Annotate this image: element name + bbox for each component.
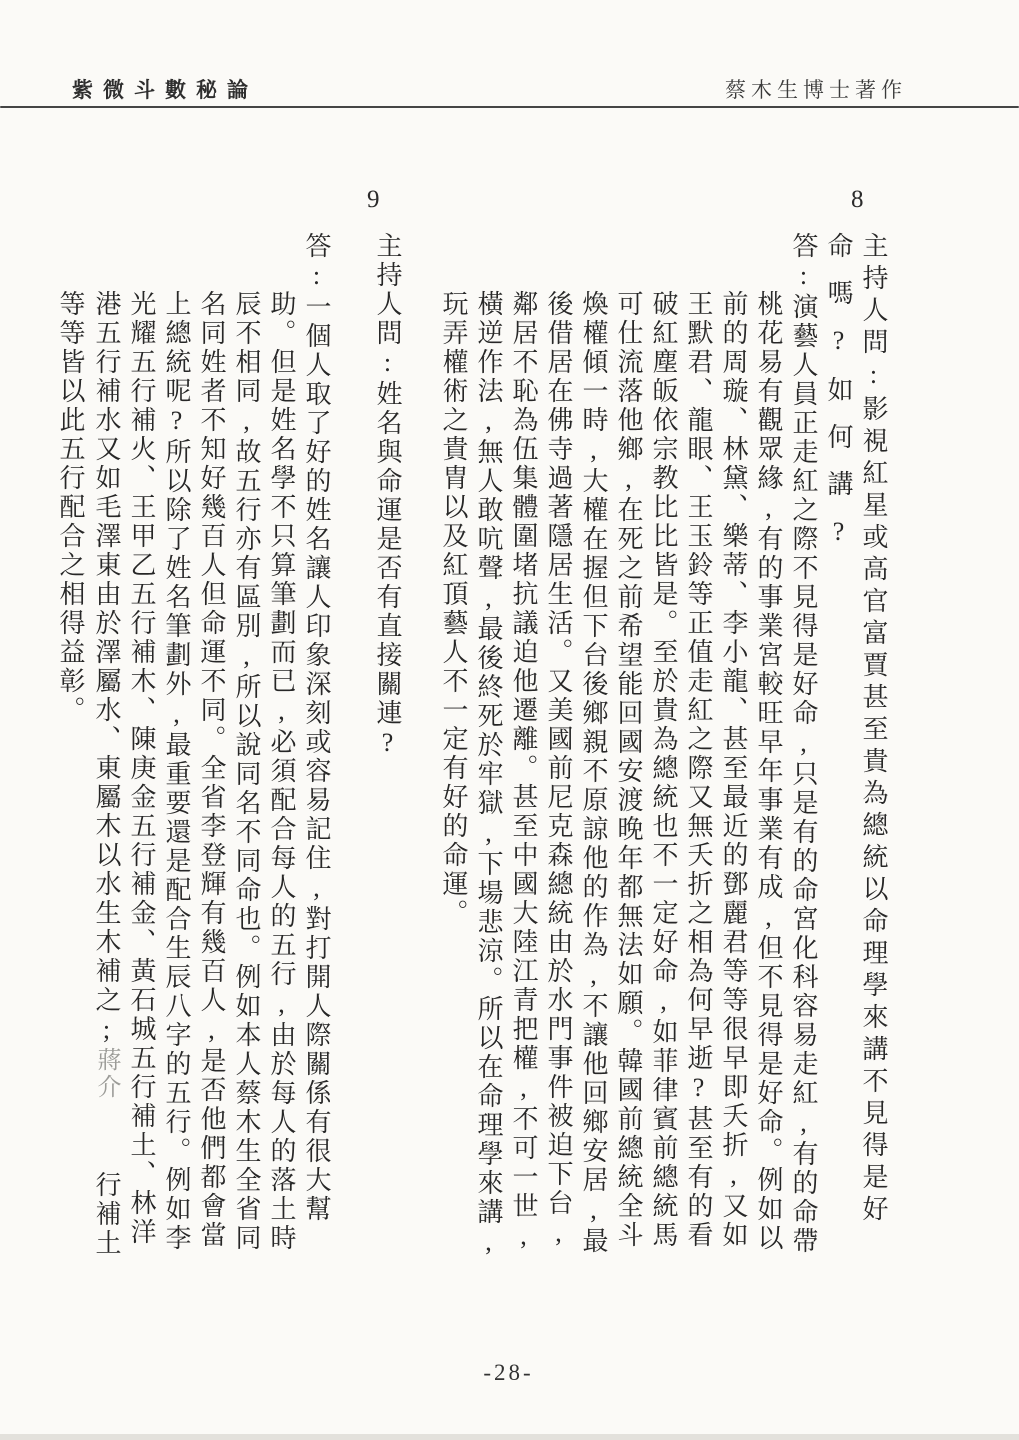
section-9-answer-column: 上總統呢?所以除了姓名筆劃外,最重要還是配合生辰八字的五行。例如李 [162, 290, 191, 1253]
section-8-answer-column: 鄰居不恥為伍集體圍堵抗議迫他遷離。甚至中國大陸江青把權,不可一世, [509, 290, 538, 1253]
section-8-text [436, 232, 891, 1317]
answer-text: 港五行補水又如毛澤東由於澤屬水、東屬木以水生木補之; [92, 290, 121, 1047]
section-9-answer-column: 光耀五行補火、王甲乙五行補木、陳庚金五行補金、黃石城五行補土、林洋 [127, 290, 156, 1247]
section-8-answer-column: 橫逆作法,無人敢吭聲,最後終死於牢獄,下場悲涼。所以在命理學來講, [474, 290, 503, 1259]
section-9-answer-column: 等等皆以此五行配合之相得益彰。 [56, 290, 85, 725]
section-8-answer-column: 可仕流落他鄉,在死之前希望能回國安渡晚年都無法如願。韓國前總統全斗 [614, 290, 643, 1250]
answer-text-tail: 行補土 [92, 1171, 121, 1258]
section-9-answer-column: 助。但是姓名學不只算筆劃而已,必須配合每人的五行,由於每人的落土時 [267, 290, 296, 1253]
book-title: 紫微斗數秘論 [72, 78, 258, 102]
section-8-answer-column: 煥權傾一時,大權在握但下台後鄉親不原諒他的作為,不讓他回鄉安居,最 [579, 290, 608, 1256]
section-9-answer-column: 答:一個人取了好的姓名讓人印象深刻或容易記住,對打開人際關係有很大幫 [302, 232, 331, 1224]
section-9-number: 9 [367, 186, 380, 213]
header-divider-line [0, 106, 1019, 108]
section-8-number: 8 [851, 186, 864, 213]
section-8-answer-column: 前的周璇、林黛、樂蒂、李小龍、甚至最近的鄧麗君等等很早即夭折,又如 [719, 290, 748, 1250]
section-8-question-column: 主持人問:影視紅星或高官富賈甚至貴為總統以命理學來講不見得是好 [859, 232, 888, 1227]
section-8-answer-column: 桃花易有觀眾緣,有的事業宮較旺早年事業有成,但不見得是好命。例如以 [754, 290, 783, 1253]
section-9-question-column: 主持人問:姓名與命運是否有直接關連? [373, 232, 402, 760]
section-8-answer-column: 破紅塵皈依宗教比比皆是。至於貴為總統也不一定好命,如菲律賓前總統馬 [649, 290, 678, 1250]
section-9-answer-column: 辰不相同,故五行亦有區別,所以說同名不同命也。例如本人蔡木生全省同 [232, 290, 261, 1253]
section-8-question-column: 命嗎?如何講? [824, 232, 853, 567]
section-8-answer-column: 王默君、龍眼、王玉鈴等正值走紅之際又無夭折之相為何早逝?甚至有的看 [684, 290, 713, 1250]
section-8-answer-column: 玩弄權術之貴胄以及紅頂藝人不一定有好的命運。 [439, 290, 468, 928]
section-8-answer-column: 答:演藝人員正走紅之際不見得是好命,只是有的命宮化科容易走紅,有的命帶 [789, 232, 818, 1256]
section-9-text [53, 232, 405, 1317]
scan-bottom-edge [0, 1434, 1019, 1440]
author-credit: 蔡木生博士著作 [725, 78, 907, 102]
section-9-answer-column-with-note [88, 232, 124, 1317]
faint-handwritten-note: 蔣介 [93, 1047, 119, 1101]
page-number: -28- [483, 1360, 534, 1385]
section-9-answer-column: 名同姓者不知好幾百人但命運不同。全省李登輝有幾百人,是否他們都會當 [197, 290, 226, 1250]
section-8-answer-column: 後借居在佛寺過著隱居生活。又美國前尼克森總統由於水門事件被迫下台, [544, 290, 573, 1250]
